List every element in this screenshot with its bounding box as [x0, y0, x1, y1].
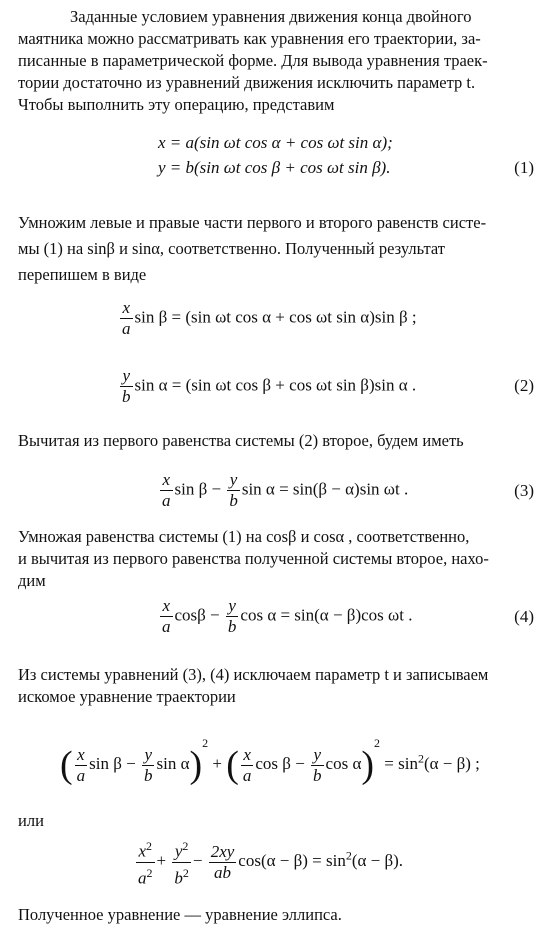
- or-word: или: [18, 811, 44, 830]
- fraction-2xy-over-ab: $\frac{2xy}{ab}$: [210, 841, 235, 882]
- fraction-y-over-b: $\frac{y}{b}$: [229, 470, 238, 510]
- paragraph-2: [18, 210, 538, 288]
- fraction-x-over-a: $\frac{x}{a}$: [162, 470, 171, 510]
- text-line: писанные в параметрической форме. Для вывода уравнения траек-: [18, 51, 488, 70]
- fraction-x2-over-a2: $\frac{x^2}{a^2}$: [136, 836, 155, 888]
- fraction-y-over-b: $\frac{y}{b}$: [122, 366, 131, 406]
- text-line: тории достаточно из уравнений движения исключить параметр t.: [18, 73, 476, 92]
- fraction-x-over-a: $\frac{x}{a}$: [76, 744, 86, 785]
- fraction-y-over-b: $\frac{y}{b}$: [313, 744, 322, 785]
- paragraph-4: [18, 526, 538, 592]
- paragraph-5: [18, 664, 538, 708]
- text-line: Заданные условием уравнения движения конца двойного: [70, 7, 472, 26]
- equation-2-line-1: $\frac{x}{a}$ sin β = (sin ωt cos α + cos ωt sin α)sin β ;: [122, 298, 417, 338]
- text-line: Вычитая из первого равенства системы (2) второе, будем иметь: [18, 431, 464, 450]
- equation-number-2: (2): [514, 376, 534, 395]
- text-line: мы (1) на sinβ и sinα, соответственно. Полученный результат: [18, 239, 446, 258]
- intro-paragraph: [18, 6, 538, 116]
- equation-4: $\frac{x}{a}$ cosβ − $\frac{y}{b}$ cos α = sin(α − β)cos ωt .: [162, 596, 413, 636]
- text-line: Из системы уравнений (3), (4) исключаем параметр t и записываем: [18, 665, 489, 684]
- equation-1-line-2: y = b(sin ωt cos β + cos ωt sin β).: [158, 158, 391, 177]
- fraction-y2-over-b2: $\frac{y^2}{b^2}$: [172, 836, 191, 888]
- text-line: Умножим левые и правые части первого и второго равенств систе-: [18, 213, 487, 232]
- text-line: дим: [18, 571, 46, 590]
- paragraph-3: [18, 430, 538, 452]
- text-line: Умножая равенства системы (1) на cosβ и cosα , соответственно,: [18, 527, 470, 546]
- equation-2-line-2: $\frac{y}{b}$ sin α = (sin ωt cos β + cos ωt sin β)sin α .: [122, 366, 417, 406]
- equation-number-3: (3): [514, 481, 534, 500]
- fraction-y-over-b: $\frac{y}{b}$: [143, 744, 153, 785]
- text-line: искомое уравнение траектории: [18, 687, 236, 706]
- text-line: маятника можно рассматривать как уравнения его траектории, за-: [18, 29, 481, 48]
- fraction-y-over-b: $\frac{y}{b}$: [227, 596, 237, 636]
- equation-number-4: (4): [514, 607, 534, 626]
- equation-1-line-1: x = a(sin ωt cos α + cos ωt sin α);: [158, 133, 393, 152]
- text-line: Чтобы выполнить эту операцию, представим: [18, 95, 335, 114]
- equation-ellipse: $\frac{x^2}{a^2}$ + $\frac{y^2}{b^2}$ − $\frac{2xy}{ab}$ $\cos(\alpha - \beta) = \sin^2(\alpha - \beta)$.: [134, 836, 403, 888]
- fraction-x-over-a: $\frac{x}{a}$: [242, 744, 252, 785]
- fraction-x-over-a: $\frac{x}{a}$: [162, 596, 171, 636]
- text-line: и вычитая из первого равенства полученной системы второе, нахо-: [18, 549, 489, 568]
- equation-number-1: (1): [514, 158, 534, 177]
- text-line: перепишем в виде: [18, 265, 147, 284]
- equation-trajectory: ( $\frac{x}{a}$ sin β − $\frac{y}{b}$ sin α)$^2$ + ( $\frac{x}{a}$ cos β − $\frac{y}{b}$ $\cos \alpha)^2 = \sin^2(\alpha - \beta)$ ;: [60, 736, 480, 787]
- equation-3: $\frac{x}{a}$ sin β − $\frac{y}{b}$ sin α = sin(β − α)sin ωt .: [162, 470, 409, 510]
- fraction-x-over-a: $\frac{x}{a}$: [122, 298, 131, 338]
- conclusion: Полученное уравнение — уравнение эллипса.: [18, 905, 342, 924]
